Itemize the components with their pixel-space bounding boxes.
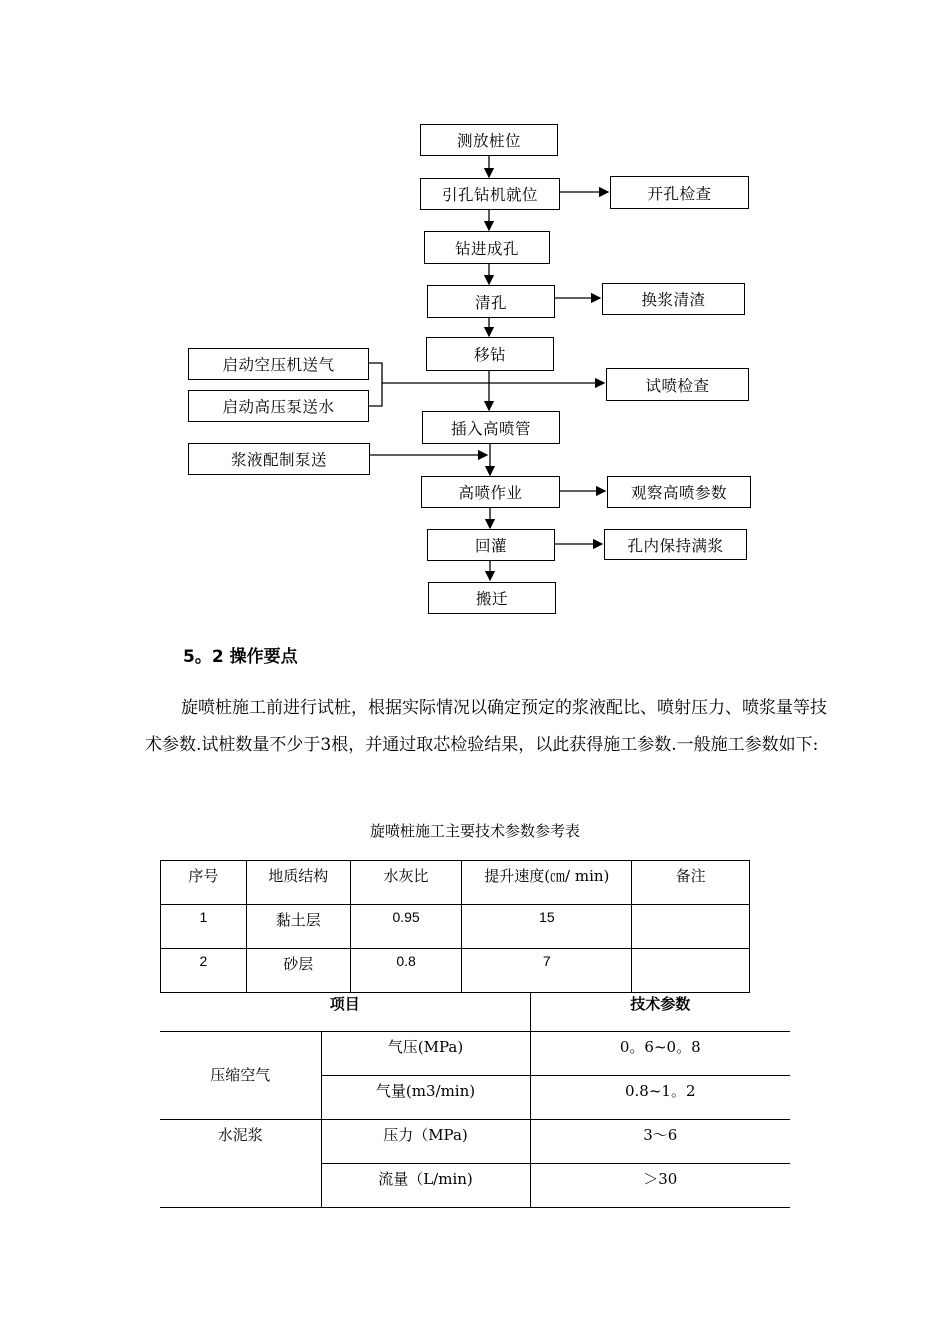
header-cell: 项目	[160, 993, 530, 1031]
table-row	[160, 1031, 790, 1075]
section-paragraph	[145, 690, 835, 764]
header-cell: 提升速度(㎝/ min)	[462, 861, 632, 905]
table-cell: 0。6~0。8	[530, 1031, 790, 1075]
group-cell: 水泥浆	[160, 1119, 321, 1207]
check-2-box: 换浆清渣	[602, 283, 745, 315]
table-cell: 0.8~1。2	[530, 1075, 790, 1119]
check-4-box: 观察高喷参数	[607, 476, 751, 508]
check-1-box: 开孔检查	[610, 176, 749, 209]
input-2-box: 启动高压泵送水	[188, 390, 369, 422]
step-3-box: 钻进成孔	[424, 231, 550, 264]
step-6-box: 插入高喷管	[422, 411, 560, 444]
header-cell: 技术参数	[530, 993, 790, 1031]
step-4-box: 清孔	[427, 285, 555, 318]
header-cell: 水灰比	[350, 861, 462, 905]
table-cell: 黏土层	[246, 905, 350, 949]
header-cell: 序号	[161, 861, 247, 905]
input-1-box: 启动空压机送气	[188, 348, 369, 380]
header-cell: 备注	[632, 861, 750, 905]
step-1-box: 测放桩位	[420, 124, 558, 156]
step-8-box: 回灌	[427, 529, 555, 561]
table-cell: 2	[161, 949, 247, 993]
table-cell: 0.8	[350, 949, 462, 993]
geology-params-table	[160, 860, 750, 993]
table-cell: 1	[161, 905, 247, 949]
table-cell: 气压(MPa)	[321, 1031, 530, 1075]
paragraph-text: 旋喷桩施工前进行试桩，根据实际情况以确定预定的浆液配比、喷射压力、喷浆量等技术参数.试桩数量不少于3根，并通过取芯检验结果，以此获得施工参数.一般施工参数如下:	[145, 698, 827, 755]
group-cell: 压缩空气	[160, 1031, 321, 1119]
table-cell: 压力（MPa)	[321, 1119, 530, 1163]
table-row	[160, 1119, 790, 1163]
step-7-box: 高喷作业	[421, 476, 560, 508]
table-cell: 7	[462, 949, 632, 993]
table-cell: ＞30	[530, 1163, 790, 1207]
table-cell: 流量（L/min)	[321, 1163, 530, 1207]
step-2-box: 引孔钻机就位	[420, 178, 560, 210]
section-heading: 5。2 操作要点	[183, 647, 298, 667]
table-cell: 气量(m3/min)	[321, 1075, 530, 1119]
table-row	[161, 905, 750, 949]
header-cell: 地质结构	[246, 861, 350, 905]
check-3-box: 试喷检查	[606, 368, 749, 401]
table-cell: 0.95	[350, 905, 462, 949]
check-5-box: 孔内保持满浆	[604, 529, 747, 560]
table-cell: 砂层	[246, 949, 350, 993]
table-row	[161, 949, 750, 993]
table-cell: 15	[462, 905, 632, 949]
table-header-row	[160, 993, 790, 1031]
process-flowchart	[0, 0, 950, 640]
table-cell	[632, 905, 750, 949]
step-5-box: 移钻	[426, 337, 554, 371]
table-caption: 旋喷桩施工主要技术参数参考表	[369, 822, 580, 840]
table-cell	[632, 949, 750, 993]
input-3-box: 浆液配制泵送	[188, 443, 370, 475]
tech-params-table	[160, 993, 790, 1208]
table-cell: 3～6	[530, 1119, 790, 1163]
step-9-box: 搬迁	[428, 582, 556, 614]
table-header-row	[161, 861, 750, 905]
